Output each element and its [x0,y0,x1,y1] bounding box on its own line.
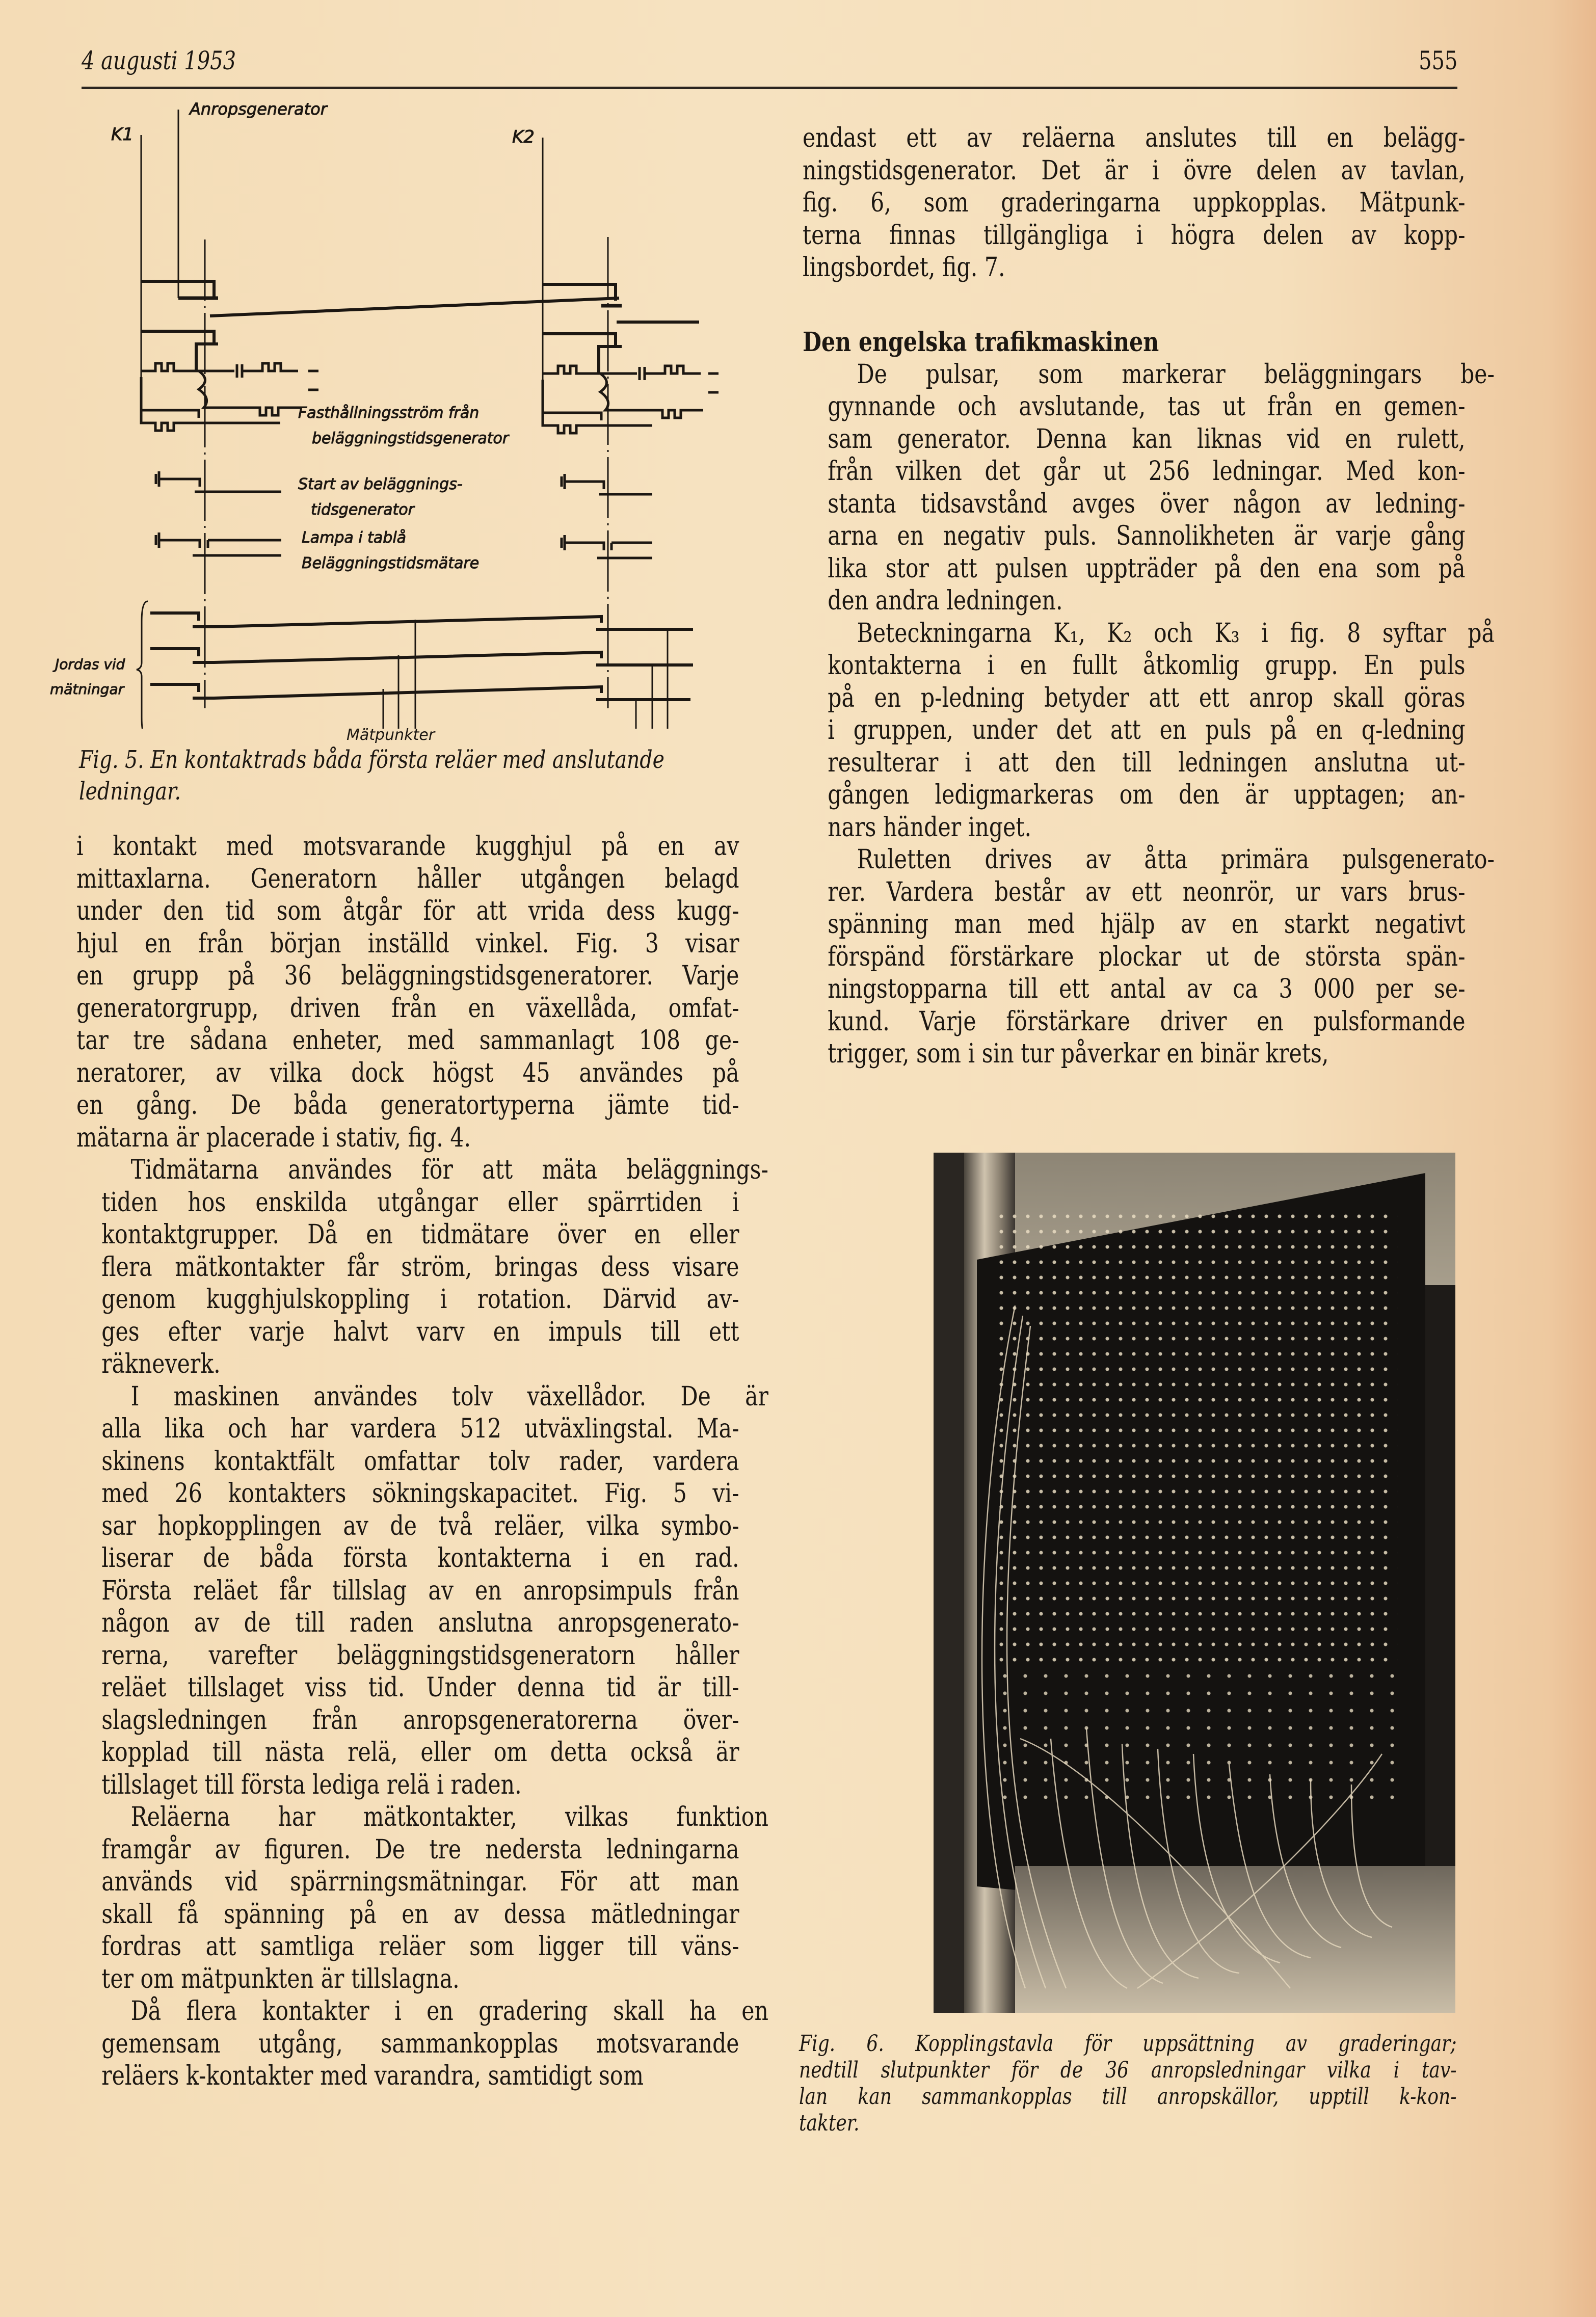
text-line: den andra ledningen. [828,585,1063,616]
start-label-2: tidsgenerator [311,501,414,519]
text-line: mätarna är placerade i stativ, fig. 4. [76,1122,471,1153]
paragraph [76,831,739,1154]
text-line: kund. Varje förstärkare driver en pulsformande [828,1006,1466,1037]
text-line: tillslaget till första lediga relä i raden. [101,1769,522,1800]
text-line: generatorgrupp, driven från en växellåda, omfat- [76,993,739,1024]
measure-line-1 [150,613,693,629]
text-line: I maskinen användes tolv växellådor. De är [130,1381,768,1412]
paragraph [76,1381,768,1802]
text-line: ningstopparna till ett antal av ca 3 000 per se- [828,974,1466,1004]
text-line: används vid spärrningsmätningar. För att man [101,1867,739,1897]
contact [141,331,218,371]
text-line: terna finnas tillgängliga i högra delen av kopp- [803,220,1466,251]
left-column-text [76,831,768,2093]
text-line: rerna, varefter beläggningstidsgeneratorn håller [101,1640,739,1671]
paragraph [76,1801,768,1995]
jordas-label-1: Jordas vid [55,656,125,673]
text-line: hjul en från början inställd vinkel. Fig. 3 visar [76,928,739,959]
page-number: 555 [1418,46,1457,75]
text-line: resulterar i att den till ledningen anslutna ut- [828,747,1466,778]
text-line: gången ledigmarkeras om den är upptagen; an- [828,780,1466,810]
text-line: tar tre sådana enheter, med sammanlagt 108 ge- [76,1025,739,1056]
paragraph [803,122,1465,284]
text-line: kontakterna i en fullt åtkomlig grupp. En puls [828,650,1466,681]
matpunkter-label: Mätpunkter [347,726,435,744]
header-rule [82,87,1457,89]
start-contact [562,474,652,494]
lampa-label: Lampa i tablå [302,529,407,547]
lamp-contact [156,532,281,555]
start-contact [156,471,281,492]
text-line: alla lika och har vardera 512 utväxlingstal. Ma- [101,1414,739,1444]
text-line: flera mätkontakter får ström, bringas dess visare [101,1251,739,1283]
section-heading: Den engelska trafikmaskinen [803,327,1159,358]
text-line: slagsledningen från anropsgeneratorerna över- [101,1705,739,1736]
resistor-network [141,363,318,378]
brace [137,601,148,729]
text-line: i gruppen, under det att en puls på en q-ledning [828,715,1466,745]
caption-line: nedtill slutpunkter för de 36 anropsledningar vilka i tav- [799,2057,1457,2083]
text-line: kopplad till nästa relä, eller om detta också är [101,1737,739,1768]
figure-6-caption [799,2031,1456,2137]
lamp-contact [562,535,652,558]
page-header [82,31,1457,75]
inductor [600,374,719,418]
text-line: neratorer, av vilka dock högst 45 användes på [76,1057,739,1088]
paragraph [803,359,1495,618]
start-label-1: Start av beläggnings- [298,475,463,493]
issue-date: 4 augusti 1953 [82,46,236,75]
text-line: reläet tillslaget viss tid. Under denna tid är till- [101,1672,739,1703]
text-line: stanta tidsavstånd avges över någon av ledning- [828,488,1466,519]
text-line: nars händer inget. [828,812,1032,843]
caption-line: lan kan sammankopplas till anropskällor, upptill k-kon- [799,2084,1457,2110]
right-column-section [803,326,1495,1071]
paragraph [803,844,1495,1071]
anropsgenerator-label: Anropsgenerator [190,99,327,119]
text-line: från vilken det går ut 256 ledningar. Med kon- [828,456,1466,487]
contact [543,334,622,374]
patch-cables [934,1153,1455,2013]
text-line: mittaxlarna. Generatorn håller utgången belagd [76,863,739,894]
jordas-label-2: mätningar [50,681,124,698]
caption-line: Fig. 5. En kontaktrads båda första reläer med anslutande [79,745,664,774]
text-line: Då flera kontakter i en gradering skall ha en [130,1996,768,2027]
paragraph [76,1154,768,1381]
text-line: Beteckningarna K₁, K₂ och K₃ i fig. 8 syftar på [857,618,1495,649]
figure-5-circuit-diagram [0,92,764,729]
text-line: ningstidsgenerator. Det är i övre delen av tavlan, [803,155,1466,186]
text-line: liserar de båda första kontakterna i en rad. [101,1543,739,1574]
text-line: någon av de till raden anslutna anropsgenerato- [101,1608,739,1638]
text-line: arna en negativ puls. Sannolikheten är varje gång [828,521,1466,551]
k1-label: K1 [111,124,134,145]
caption-line: Fig. 6. Kopplingstavla för uppsättning av graderingar; [799,2031,1457,2057]
text-line: med 26 kontakters sökningskapacitet. Fig. 5 vi- [101,1478,739,1509]
text-line: endast ett av reläerna anslutes till en belägg- [803,123,1466,153]
text-line: lingsbordet, fig. 7. [803,252,1005,283]
resistor-network [543,366,719,380]
text-line: Första reläet får tillslag av en anropsimpuls från [101,1575,739,1606]
text-line: sam generator. Denna kan liknas vid en rulett, [828,423,1466,455]
k2-label: K2 [512,127,535,147]
measure-line-3 [150,684,690,700]
text-line: ges efter varje halvt varv en impuls till ett [101,1316,739,1347]
figure-6-photo-patch-panel [934,1153,1455,2013]
text-line: framgår av figuren. De tre nedersta ledningarna [101,1834,739,1865]
text-line: under den tid som åtgår för att vrida dess kugg- [76,896,739,926]
text-line: i kontakt med motsvarande kugghjul på en av [76,831,739,862]
text-line: räkneverk. [101,1349,221,1379]
text-line: gemensam utgång, sammankopplas motsvarande [101,2028,739,2059]
paragraph [76,1995,768,2093]
holding-circuit [141,377,280,431]
caption-line: ledningar. [79,777,181,806]
text-line: trigger, som i sin tur påverkar en binär krets, [828,1038,1329,1069]
matpunkter-annotation [347,726,435,744]
text-line: skinens kontaktfält omfattar tolv rader, vardera [101,1446,739,1477]
text-line: fordras att samtliga reläer som ligger till väns- [101,1931,739,1962]
text-line: sar hopkopplingen av de två reläer, vilka symbo- [101,1510,739,1541]
text-line: på en p-ledning betyder att ett anrop skall göras [828,682,1466,713]
caption-line: takter. [799,2110,860,2136]
text-line: tiden hos enskilda utgångar eller spärrtiden i [101,1187,739,1218]
text-line: Tidmätarna användes för att mäta beläggnings- [130,1155,768,1185]
text-line: Ruletten drives av åtta primära pulsgenerato- [857,844,1495,875]
figure-5-caption [79,744,741,807]
text-line: en grupp på 36 beläggningstidsgeneratorer. Varje [76,961,739,991]
text-line: reläers k-kontakter med varandra, samtidigt som [101,2061,644,2091]
text-line: en gång. De båda generatortyperna jämte tid- [76,1090,739,1121]
wire [210,298,619,316]
holding-circuit [543,380,652,433]
text-line: fig. 6, som graderingarna uppkopplas. Mätpunk- [803,188,1466,218]
text-line: Reläerna har mätkontakter, vilkas funktion [130,1802,768,1832]
text-line: förspänd förstärkare plockar ut de största spän- [828,941,1466,972]
text-line: De pulsar, som markerar beläggningars be- [857,359,1495,390]
text-line: kontaktgrupper. Då en tidmätare över en eller [101,1219,739,1250]
fasthallning-label-1: Fasthållningsström från [298,404,480,422]
fasthallning-label-2: beläggningstidsgenerator [312,430,509,447]
text-line: rer. Vardera består av ett neonrör, ur vars brus- [828,876,1466,908]
text-line: skall få spänning på en av dessa mätledningar [101,1899,739,1930]
measure-line-2 [150,649,693,665]
paragraph [803,618,1495,844]
text-line: lika stor att pulsen uppträder på den ena som på [828,553,1466,584]
text-line: ter om mätpunkten är tillslagna. [101,1963,460,1994]
text-line: gynnande och avslutande, tas ut från en gemen- [828,391,1466,422]
text-line: spänning man med hjälp av en starkt negativt [828,909,1466,940]
matare-label: Beläggningstidsmätare [302,554,480,572]
text-line: genom kugghjulskoppling i rotation. Därvid av- [101,1284,739,1315]
right-column-intro [803,122,1465,284]
